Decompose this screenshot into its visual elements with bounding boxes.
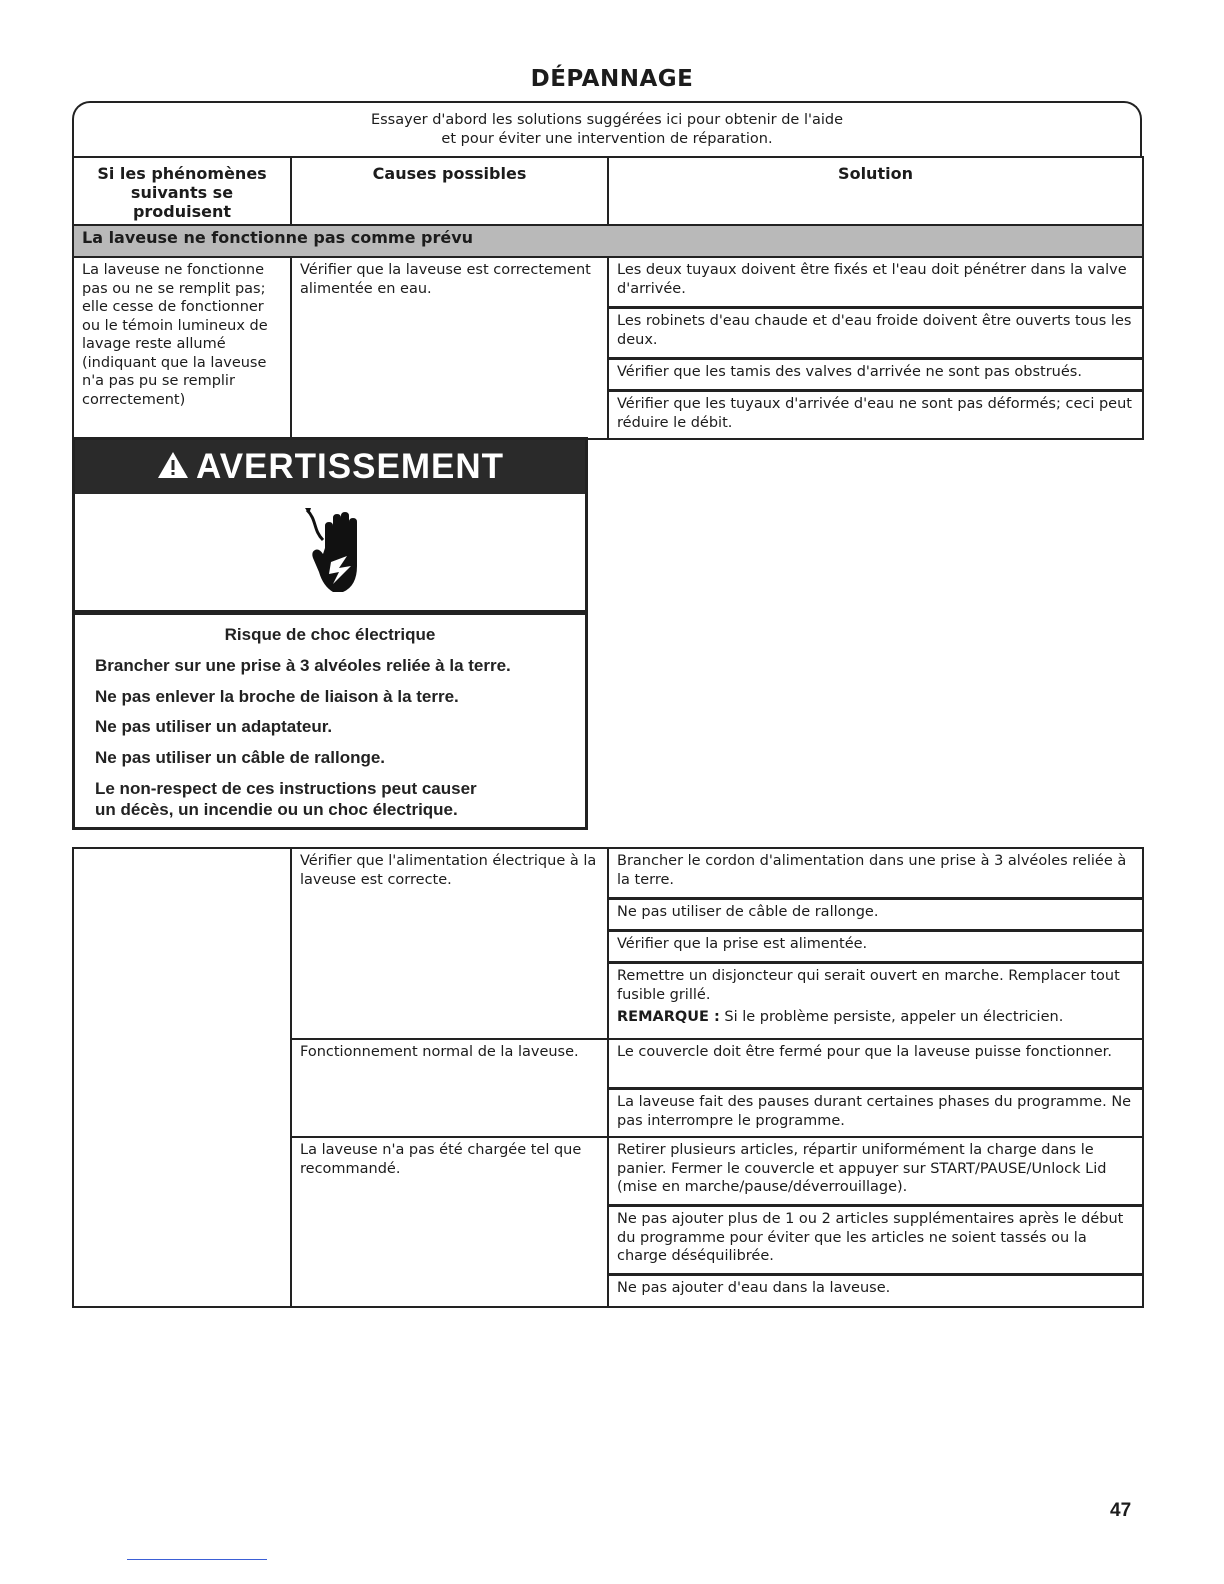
solution-item: Retirer plusieurs articles, répartir uniformément la charge dans le panier. Fermer le couvercle et appuyer sur START/PAUSE/Unlock Lid (mise en marche/pause/déverrouillage). [609,1138,1142,1207]
solution-item: Brancher le cordon d'alimentation dans une prise à 3 alvéoles reliée à la terre. [609,849,1142,900]
warning-header [75,440,585,494]
solution-item: Vérifier que la prise est alimentée. [609,932,1142,964]
header-causes: Causes possibles [291,157,608,225]
warning-line: Le non-respect de ces instructions peut causer [95,779,477,798]
solution-cell [608,1039,1143,1137]
warning-line: Ne pas utiliser un adaptateur. [95,717,333,736]
footer-rule [127,1559,267,1560]
solution-item: Ne pas ajouter d'eau dans la laveuse. [617,1280,891,1296]
intro-line-1: Essayer d'abord les solutions suggérées ici pour obtenir de l'aide [370,112,844,128]
warning-body [75,613,585,829]
header-symptoms-line-2: suivants se produisent [130,183,234,221]
warning-line: Ne pas utiliser un câble de rallonge. [95,748,386,767]
warning-triangle-icon [156,442,190,496]
solution-item: Le couvercle doit être fermé pour que la laveuse puisse fonctionner. [609,1040,1142,1090]
solution-item: Remettre un disjoncteur qui serait ouvert en marche. Remplacer tout fusible grillé. [617,968,1120,1003]
solution-item: La laveuse fait des pauses durant certaines phases du programme. Ne pas interrompre le programme. [617,1094,1132,1129]
solution-item: Les deux tuyaux doivent être fixés et l'eau doit pénétrer dans la valve d'arrivée. [609,258,1142,309]
warning-pictogram [75,494,585,613]
header-symptoms-line-1: Si les phénomènes [97,164,267,183]
solution-cell [608,848,1143,1039]
section-heading: La laveuse ne fonctionne pas comme prévu [73,225,1143,257]
cause-cell: Fonctionnement normal de la laveuse. [291,1039,608,1137]
solution-item-with-note [609,964,1142,1038]
symptom-cell-empty [73,848,291,1307]
troubleshooting-table-1 [72,156,1144,440]
intro-text [72,111,1142,149]
cause-cell: Vérifier que la laveuse est correctement alimentée en eau. [291,257,608,439]
solution-item: Vérifier que les tuyaux d'arrivée d'eau ne sont pas déformés; ceci peut réduire le débit. [617,396,1132,431]
note-text: Si le problème persiste, appeler un électricien. [724,1009,1064,1025]
warning-line: un décès, un incendie ou un choc électrique. [95,800,458,819]
solution-item: Les robinets d'eau chaude et d'eau froide doivent être ouverts tous les deux. [609,309,1142,360]
page-number: 47 [1110,1500,1132,1521]
solution-item: Ne pas utiliser de câble de rallonge. [609,900,1142,932]
cause-cell: Vérifier que l'alimentation électrique à la laveuse est correcte. [291,848,608,1039]
cause-cell: La laveuse n'a pas été chargée tel que recommandé. [291,1137,608,1307]
note-label: REMARQUE : [617,1009,720,1025]
intro-line-2: et pour éviter une intervention de réparation. [441,131,773,147]
warning-line: Brancher sur une prise à 3 alvéoles reliée à la terre. [95,656,511,675]
warning-header-text: AVERTISSEMENT [196,447,504,486]
warning-line: Ne pas enlever la broche de liaison à la terre. [95,687,459,706]
warning-box [72,437,588,830]
page-title: DÉPANNAGE [530,66,694,92]
troubleshooting-table-2 [72,847,1144,1308]
electric-shock-hand-icon [303,506,373,598]
solution-item: Ne pas ajouter plus de 1 ou 2 articles supplémentaires après le début du programme pour éviter que les articles ne soient tassés ou la charge déséquilibrée. [609,1207,1142,1276]
solution-cell [608,1137,1143,1307]
header-symptoms [73,157,291,225]
note [617,1004,1134,1027]
warning-title: Risque de choc électrique [224,625,436,644]
symptom-cell: La laveuse ne fonctionne pas ou ne se remplit pas; elle cesse de fonctionner ou le témoin lumineux de lavage reste allumé (indiquant que la laveuse n'a pas pu se remplir correctement) [73,257,291,439]
solution-item: Vérifier que les tamis des valves d'arrivée ne sont pas obstrués. [609,360,1142,392]
header-solution: Solution [608,157,1143,225]
solution-cell [608,257,1143,439]
